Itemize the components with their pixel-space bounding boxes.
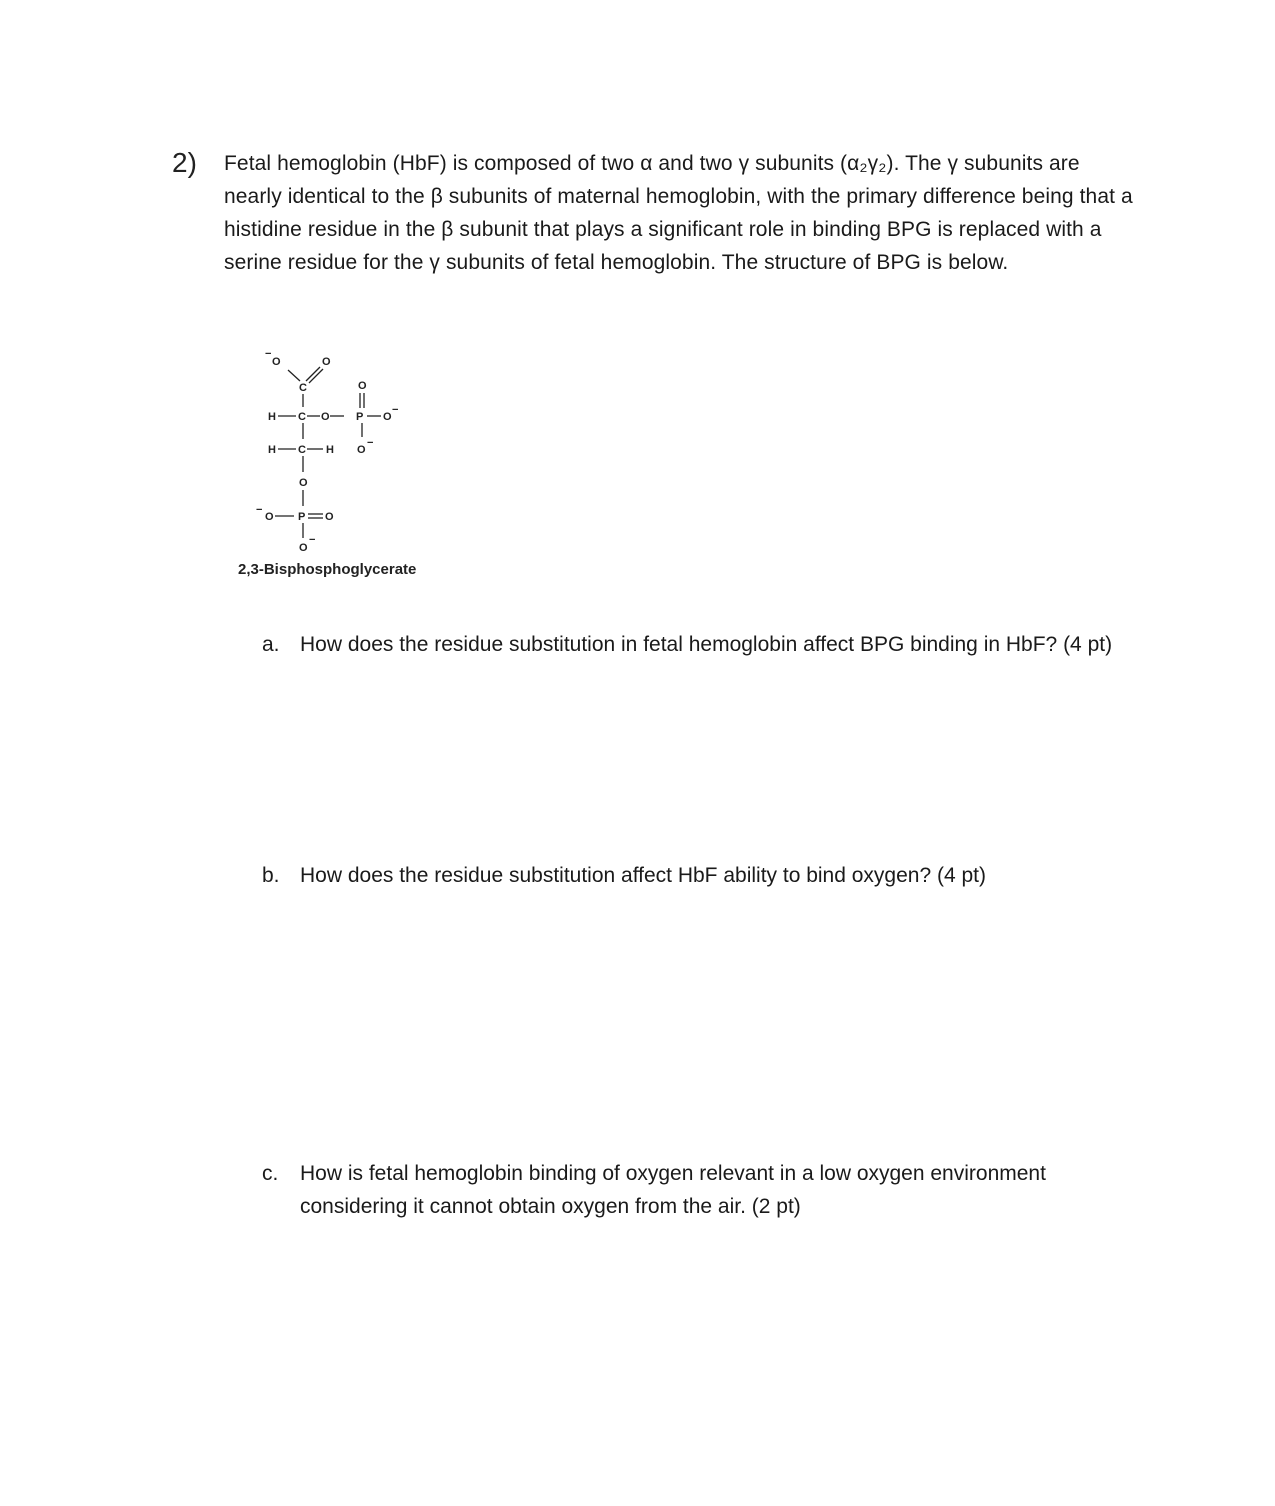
bpg-structure-diagram [250, 345, 450, 565]
atom-c3: C [298, 444, 306, 456]
question-number-text: 2) [172, 147, 197, 178]
atom-o-p1-bottom: O [357, 444, 366, 456]
bond-c1-o-neg [288, 370, 300, 381]
charge-minus-p2-bottom: − [309, 534, 316, 546]
atom-o-p2-right: O [325, 511, 334, 523]
atom-h-left1: H [268, 411, 276, 423]
atom-o-dbl: O [322, 356, 331, 368]
atom-c1: C [299, 382, 307, 394]
question-part-a [262, 628, 1132, 661]
part-c-text: How is fetal hemoglobin binding of oxygen relevant in a low oxygen environment considering it cannot obtain oxygen from the air. (2 pt) [300, 1162, 1046, 1218]
charge-minus-p1-bottom: − [367, 437, 374, 449]
question-intro: Fetal hemoglobin (HbF) is composed of two α and two γ subunits (α₂γ₂). The γ subunits are nearly identical to the β subunits of maternal hemoglobin, with the primary difference being that a histidine residue in the β subunit that plays a significant role in binding BPG is replaced with a serine residue for the γ subunits of fetal hemoglobin. The structure of BPG is below. [224, 152, 1133, 274]
question-part-b [262, 859, 1132, 892]
atom-h-right: H [326, 444, 334, 456]
charge-minus: − [265, 348, 272, 360]
question-part-c [262, 1157, 1132, 1223]
atom-o-neg: O [272, 356, 281, 368]
atom-o-p2-left: O [265, 511, 274, 523]
atom-p2: P [298, 511, 306, 523]
atom-c2: C [298, 411, 306, 423]
atom-o-bridge2: O [299, 477, 308, 489]
charge-minus-p1-right: − [392, 404, 399, 416]
atom-o-p1-right: O [383, 411, 392, 423]
atom-p1: P [356, 411, 364, 423]
structure-caption: 2,3-Bisphosphoglycerate [238, 561, 417, 578]
charge-minus-p2-left: − [256, 504, 263, 516]
atom-h-left2: H [268, 444, 276, 456]
atom-o-bridge1: O [321, 411, 330, 423]
part-a-letter: a. [262, 633, 280, 656]
atom-o-p1-top: O [358, 380, 367, 392]
part-c-letter: c. [262, 1162, 279, 1185]
atom-o-p2-bottom: O [299, 542, 308, 554]
part-b-letter: b. [262, 864, 280, 887]
question-number [170, 140, 210, 188]
part-b-text: How does the residue substitution affect HbF ability to bind oxygen? (4 pt) [300, 864, 986, 887]
part-a-text: How does the residue substitution in fetal hemoglobin affect BPG binding in HbF? (4 pt) [300, 633, 1113, 656]
